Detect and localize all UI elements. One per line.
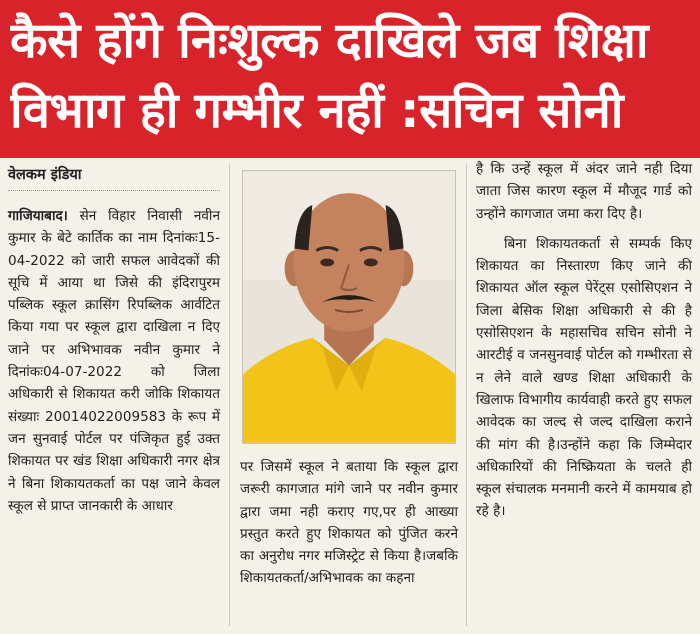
paragraph-1 <box>8 205 220 517</box>
headline-line-2: विभाग ही गम्भीर नहीं :सचिन सोनी <box>10 82 623 139</box>
article-body <box>0 158 700 634</box>
column-2-text: पर जिसमें स्कूल ने बताया कि स्कूल द्वारा जरूरी कागजात मांगे जाने पर नवीन कुमार द्वारा जमा नही कराए गए,पर ही आख्या प्रस्तुत करते हुए शिकायत को पुंजित करने का अनुरोध नगर मजिस्ट्रेट से किया है।जबकि शिकायतकर्ता/अभिभावक का कहना <box>240 459 458 587</box>
portrait-illustration <box>243 171 455 443</box>
column-3-paragraph-2: बिना शिकायतकर्ता से सम्पर्क किए शिकायत का निस्तारण किए जाने की शिकायत ऑल स्कूल पेरेंट्स एसोसिएशन ने जिला बेसिक शिक्षा अधिकारी से की है एसोसिएशन के महासचिव सचिन सोनी ने आरटीई व जनसुनवाई पोर्टल को गम्भीरता से न लेने वाले खण्ड शिक्षा अधिकारी के खिलाफ विभागीय कार्यवाही करते हुए सफल आवेदक का जल्द से जल्द दाखिला कराने की मांग की है।उन्होंने कहा कि जिम्मेदार अधिकारियों की निष्क्रियता के चलते ही स्कूल संचालक मनमानी करने में कामयाब हो रहे है। <box>476 235 692 520</box>
portrait-photo <box>242 170 456 444</box>
headline-banner <box>0 0 700 158</box>
column-divider <box>229 164 230 626</box>
column-divider <box>466 164 467 626</box>
column-2 <box>240 456 458 590</box>
dateline: गाजियाबाद। <box>8 208 68 224</box>
column-1 <box>8 164 220 517</box>
column-3 <box>476 158 692 523</box>
headline-line-1: कैसे होंगे निःशुल्क दाखिले जब शिक्षा <box>10 12 649 69</box>
column-1-text: सेन विहार निवासी नवीन कुमार के बेटे कार्तिक का नाम दिनांकः15-04-2022 को जारी सफल आवेदकों की सूचि में आया था जिसे की इंदिरापुरम पब्लिक स्कूल क्रासिंग रिपब्लिक आर्वटित किया गया पर स्कूल द्वारा दाखिला न दिए जाने पर अभिभावक नवीन कुमार ने दिनांकः04-07-2022 को जिला अधिकारी से शिकायत करी जोकि शिकायत संख्याः 20014022009583 के रूप में जन सुनवाई पोर्टल पर पंजिकृत हुई उक्त शिकायत पर खंड शिक्षा अधिकारी नगर क्षेत्र ने बिना शिकायतकर्ता का पक्ष जाने केवल स्कूल से प्राप्त जानकारी के आधार <box>8 208 220 514</box>
column-3-paragraph-1: है कि उन्हें स्कूल में अंदर जाने नही दिया जाता जिस कारण स्कूल में मौजूद गार्ड को उन्होंने कागजात जमा करा दिए है। <box>476 161 692 222</box>
byline: वेलकम इंडिया <box>8 164 220 191</box>
